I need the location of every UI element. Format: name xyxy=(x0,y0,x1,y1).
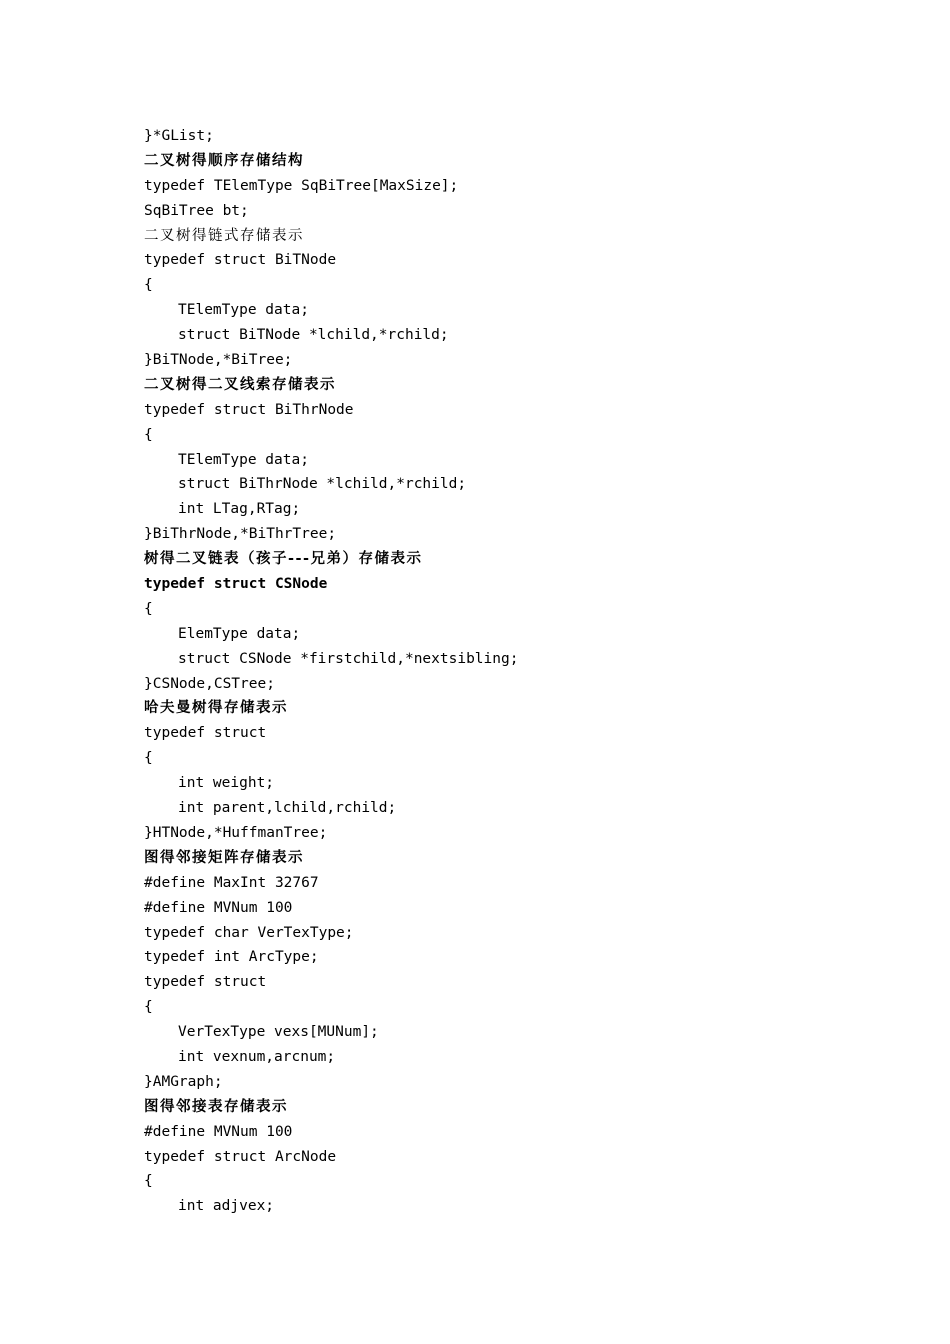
document-body xyxy=(144,124,904,1219)
code-line-indented: int adjvex; xyxy=(178,1198,275,1215)
code-line: typedef struct BiThrNode xyxy=(144,401,354,418)
section-heading: 图得邻接表存储表示 xyxy=(144,1098,288,1115)
code-line: { xyxy=(144,1173,153,1190)
code-line: }BiTNode,*BiTree; xyxy=(144,352,293,369)
code-line: typedef struct CSNode xyxy=(144,576,328,593)
section-heading: 哈夫曼树得存储表示 xyxy=(144,700,288,717)
section-heading: 图得邻接矩阵存储表示 xyxy=(144,849,304,866)
code-line-indented: int LTag,RTag; xyxy=(178,501,301,518)
code-line: }AMGraph; xyxy=(144,1073,223,1090)
code-line: typedef struct BiTNode xyxy=(144,252,337,269)
code-line: { xyxy=(144,999,153,1016)
section-heading: 二叉树得顺序存储结构 xyxy=(144,152,304,169)
code-line: }HTNode,*HuffmanTree; xyxy=(144,824,328,841)
code-line: typedef TElemType SqBiTree[MaxSize]; xyxy=(144,177,459,194)
code-line: typedef struct xyxy=(144,725,267,742)
section-heading: 二叉树得链式存储表示 xyxy=(144,227,304,244)
code-line-indented: int vexnum,arcnum; xyxy=(178,1048,336,1065)
code-line-indented: struct BiThrNode *lchild,*rchild; xyxy=(178,476,467,493)
code-line-indented: VerTexType vexs[MUNum]; xyxy=(178,1024,379,1041)
code-line: }CSNode,CSTree; xyxy=(144,675,275,692)
code-line-indented: struct CSNode *firstchild,*nextsibling; xyxy=(178,650,519,667)
code-line: { xyxy=(144,750,153,767)
code-line: { xyxy=(144,600,153,617)
section-heading: 二叉树得二叉线索存储表示 xyxy=(144,376,336,393)
code-line: #define MaxInt 32767 xyxy=(144,874,319,891)
code-line-indented: TElemType data; xyxy=(178,451,309,468)
code-line: #define MVNum 100 xyxy=(144,1123,293,1140)
section-heading: 树得二叉链表（孩子---兄弟）存储表示 xyxy=(144,551,423,568)
code-line: typedef struct xyxy=(144,974,267,991)
code-line-indented: ElemType data; xyxy=(178,625,301,642)
code-line-indented: int weight; xyxy=(178,775,275,792)
code-line-indented: struct BiTNode *lchild,*rchild; xyxy=(178,327,449,344)
code-line: { xyxy=(144,426,153,443)
code-line-indented: TElemType data; xyxy=(178,302,309,319)
code-line: }BiThrNode,*BiThrTree; xyxy=(144,526,337,543)
code-line: #define MVNum 100 xyxy=(144,899,293,916)
code-line: { xyxy=(144,277,153,294)
code-line: }*GList; xyxy=(144,128,214,144)
code-line: typedef struct ArcNode xyxy=(144,1148,337,1165)
code-line: typedef char VerTexType; xyxy=(144,924,354,941)
code-line: SqBiTree bt; xyxy=(144,202,249,219)
code-line: typedef int ArcType; xyxy=(144,949,319,966)
code-line-indented: int parent,lchild,rchild; xyxy=(178,800,397,817)
